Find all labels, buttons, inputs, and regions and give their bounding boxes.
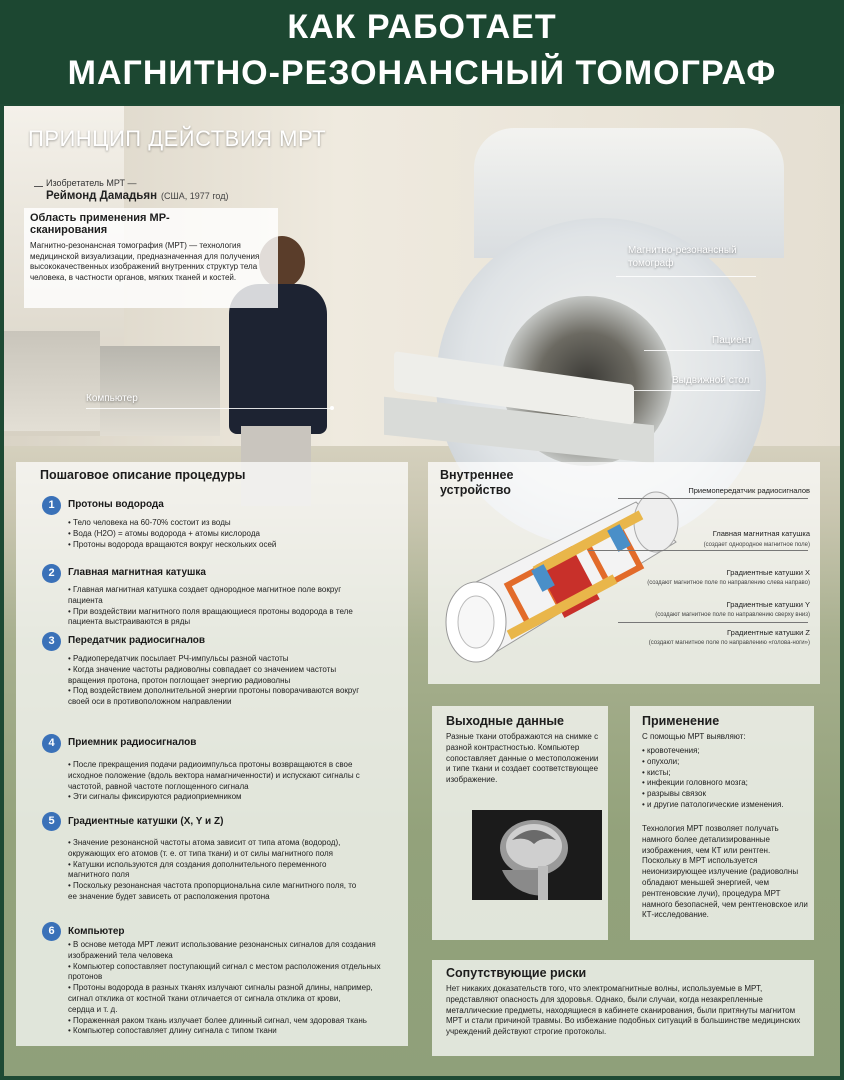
callout-table: Выдвижной стол xyxy=(672,375,750,386)
label-transceiver: Приемопередатчик радиосигналов xyxy=(688,486,810,495)
procedure-steps-panel xyxy=(16,462,408,1046)
step-2-badge: 2 xyxy=(42,564,61,583)
step-6-title: Компьютер xyxy=(68,926,125,937)
section-title: ПРИНЦИП ДЕЙСТВИЯ МРТ xyxy=(28,126,327,151)
device-title: Внутреннее устройство xyxy=(440,468,514,497)
risks-text: Нет никаких доказательств того, что электромагнитные волны, используемые в МРТ, представляют опасность для здоровья. Однако, были случаи, когда незакрепленные металлические предметы, находящиеся в кабинете сканирования, были притянуты магнитом МРТ и стали причиной травмы. Во избежание подобных ситуаций в большинстве медицинских учреждений действуют строгие протоколы. xyxy=(446,984,801,1037)
step-1-title: Протоны водорода xyxy=(68,499,164,510)
step-5-title: Градиентные катушки (X, Y и Z) xyxy=(68,816,224,827)
step-4-list: • После прекращения подачи радиоимпульса протоны возвращаются в свое исходное положение (вдоль вектора намагниченности) и испускают сигналы с частотой, равной частоте поглощенного сигнала • Эти сигналы фиксируются радиоприемником xyxy=(68,760,360,802)
banner-title-line1: КАК РАБОТАЕТ xyxy=(287,8,557,46)
risks-panel xyxy=(432,960,814,1056)
label-gradient-x: Градиентные катушки X xyxy=(726,568,810,577)
internal-device-panel xyxy=(428,462,820,684)
poster-body xyxy=(4,106,840,1076)
label-main-coil: Главная магнитная катушка xyxy=(712,529,810,538)
callout-scanner: Магнитно-резонансный томограф xyxy=(628,245,737,269)
application-area-box xyxy=(24,208,278,308)
step-4-badge: 4 xyxy=(42,734,61,753)
step-1-list: • Тело человека на 60-70% состоит из воды • Вода (H2O) = атомы водорода + атомы кислорода • Протоны водорода вращаются вокруг нескольких осей xyxy=(68,518,277,549)
application-panel xyxy=(630,706,814,940)
step-5-badge: 5 xyxy=(42,812,61,831)
steps-title: Пошаговое описание процедуры xyxy=(40,468,246,482)
equipment-shelf xyxy=(4,331,100,431)
label-gradient-z-sub: (создают магнитное поле по направлению «голова-ноги») xyxy=(648,640,810,646)
mri-brain-scan-image xyxy=(472,810,602,900)
application-area-title: Область применения МР-сканирования xyxy=(30,212,170,236)
application-title: Применение xyxy=(642,714,720,728)
step-2-title: Главная магнитная катушка xyxy=(68,567,206,578)
application-intro: С помощью МРТ выявляют: xyxy=(642,732,746,741)
step-3-title: Передатчик радиосигналов xyxy=(68,635,206,646)
step-1-badge: 1 xyxy=(42,496,61,515)
step-5-list: • Значение резонансной частоты атома зависит от типа атома (водород), окружающих его атомов (т. е. от типа ткани) и от силы магнитного поля • Катушки используются для создания дополнительного переменного магнитного поля • Поскольку резонансная частота пропорциональна силе магнитного поля, то ее значение будет зависеть от расположения протона xyxy=(68,838,357,901)
application-area-text: Магнитно-резонансная томография (МРТ) — технология медицинской визуализации, предназначенная для получения высококачественных изображений внутренних структур тела человека, в частности органов, мягких тканей и костей. xyxy=(30,241,260,282)
output-text: Разные ткани отображаются на снимке с разной контрастностью. Компьютер сопоставляет данные о местоположении и типе ткани и создает соответствующее изображение. xyxy=(446,732,599,785)
label-gradient-y: Градиентные катушки Y xyxy=(726,600,810,609)
application-list: • кровотечения; • опухоли; • кисты; • инфекции головного мозга; • разрывы связок • и другие патологические изменения. xyxy=(642,746,784,809)
risks-title: Сопутствующие риски xyxy=(446,966,587,980)
banner-title-line2: МАГНИТНО-РЕЗОНАНСНЫЙ ТОМОГРАФ xyxy=(67,54,777,92)
step-6-badge: 6 xyxy=(42,922,61,941)
computer-desk xyxy=(100,346,220,436)
label-gradient-x-sub: (создают магнитное поле по направлению слева направо) xyxy=(647,580,810,586)
inventor-extra: (США, 1977 год) xyxy=(161,191,229,201)
label-gradient-z: Градиентные катушки Z xyxy=(727,628,810,637)
step-3-list: • Радиопередатчик посылает РЧ-импульсы разной частоты • Когда значение частоты радиоволны совпадает со значением частоты вращения протона, протон поглощает энергию радиоволны • Под воздействием дополнительной энергии протоны поворачиваются вокруг своей оси в противоположном направлении xyxy=(68,654,360,707)
label-gradient-y-sub: (создают магнитное поле по направлению сверху вниз) xyxy=(655,612,810,618)
output-panel xyxy=(432,706,608,940)
callout-patient: Пациент xyxy=(712,335,752,346)
step-3-badge: 3 xyxy=(42,632,61,651)
output-title: Выходные данные xyxy=(446,714,565,728)
application-text: Технология МРТ позволяет получать намного более детализированные изображения, чем КТ или рентген. Поскольку в МРТ используется неионизирующее излучение (радиоволны обладают меньшей энергией, чем рентгеновские лучи), процедура МРТ намного безопасней, чем рентгеновское или КТ-исследование. xyxy=(642,824,808,920)
inventor-name: Реймонд Дамадьян (США, 1977 год) xyxy=(46,190,229,202)
step-6-list: • В основе метода МРТ лежит использование резонансных сигналов для создания изображений тела человека • Компьютер сопоставляет поступающий сигнал с местом расположения отдельных протонов • Протоны водорода в разных тканях излучают сигналы разной длины, например, сигнал отклика от костной ткани отличается от сигнала отклика от крови, сердца и т. д. • Пораженная раком ткань излучает более длинный сигнал, чем здоровая ткань • Компьютер сопоставляет длину сигнала с типом ткани xyxy=(68,940,381,1036)
step-2-list: • Главная магнитная катушка создает однородное магнитное поле вокруг пациента • При воздействии магнитного поля вращающиеся протоны водорода в теле пациента выстраиваются в ряды xyxy=(68,585,353,627)
step-4-title: Приемник радиосигналов xyxy=(68,737,197,748)
callout-computer: Компьютер xyxy=(86,393,138,404)
label-main-coil-sub: (создает однородное магнитное поле) xyxy=(703,542,810,548)
inventor-caption: Изобретатель МРТ — xyxy=(46,178,137,188)
title-banner xyxy=(0,0,844,104)
